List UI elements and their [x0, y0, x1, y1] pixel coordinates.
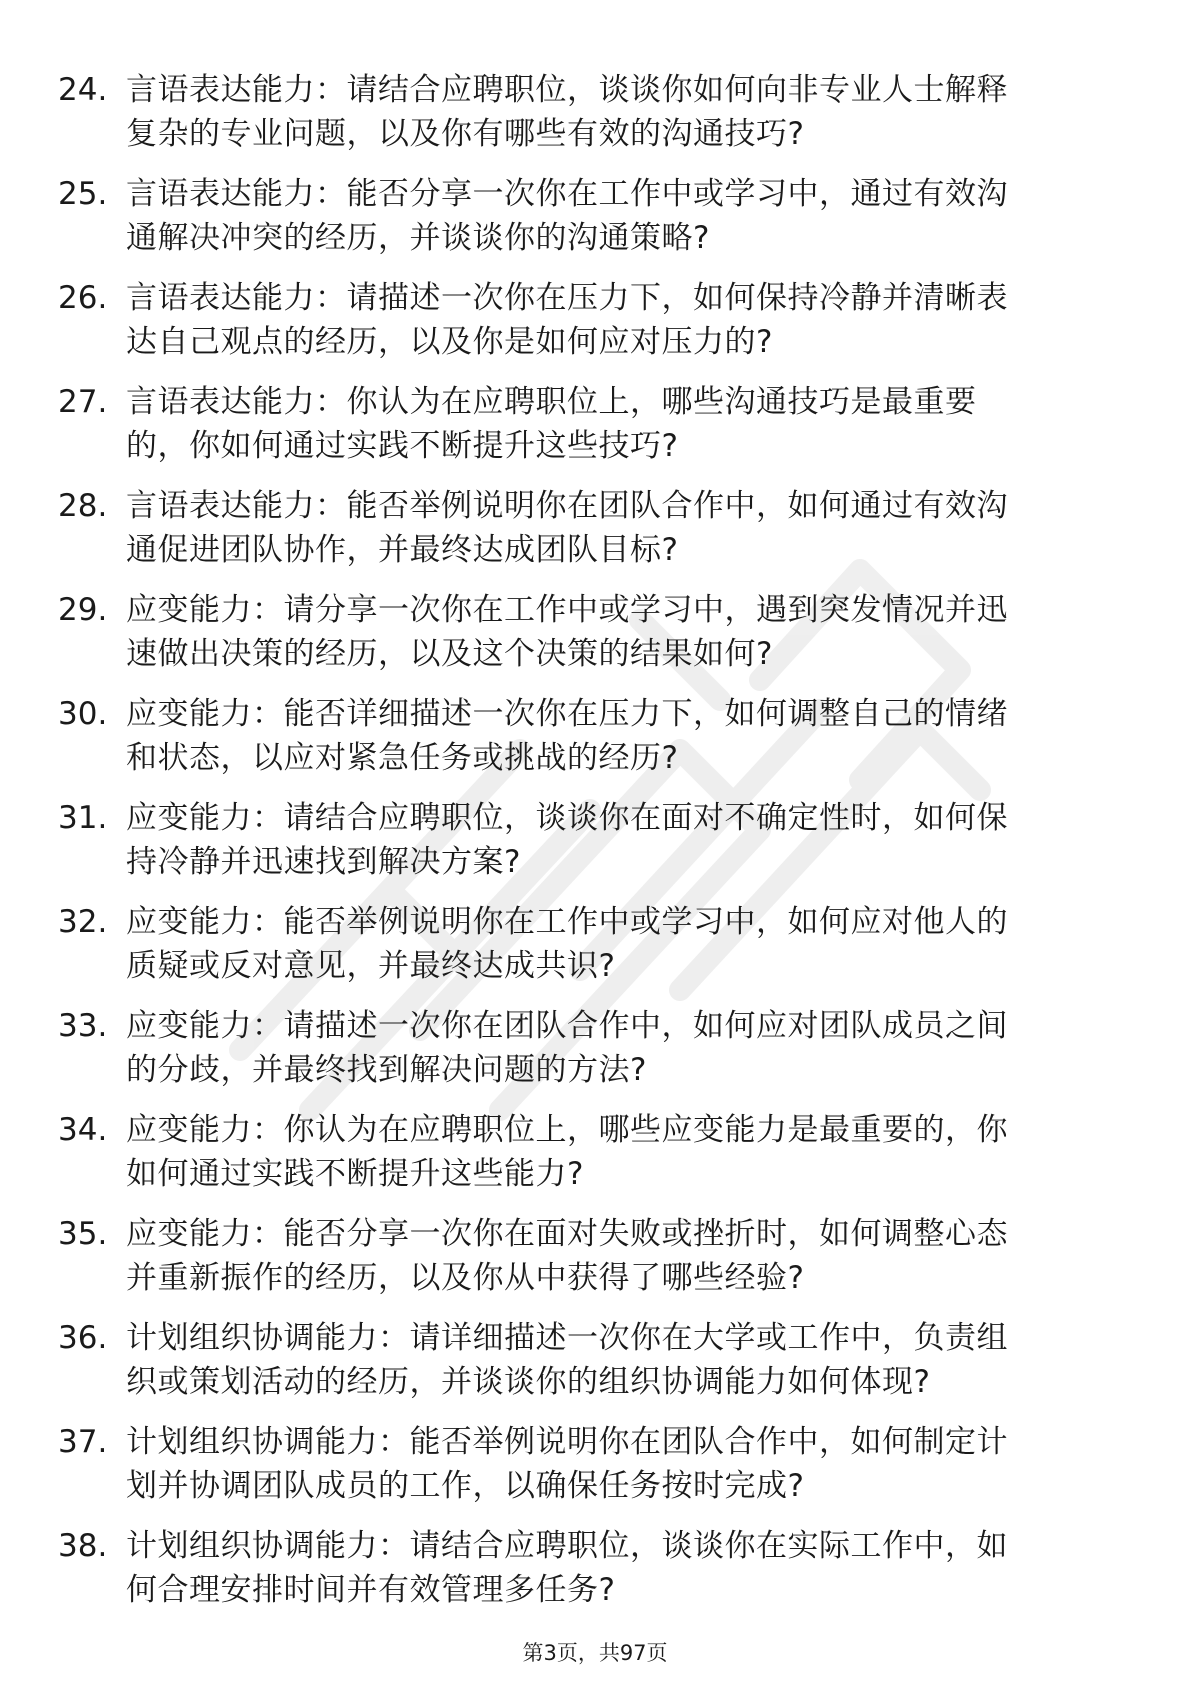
- list-item: [58, 1316, 1120, 1420]
- list-item: [58, 68, 1120, 172]
- item-line: 速做出决策的经历，以及这个决策的结果如何?: [126, 636, 773, 672]
- item-number: 30.: [58, 696, 108, 732]
- item-line: 持冷静并迅速找到解决方案?: [126, 844, 521, 880]
- item-line: 言语表达能力：你认为在应聘职位上，哪些沟通技巧是最重要: [126, 384, 977, 420]
- item-number: 27.: [58, 384, 108, 420]
- page-footer: 第3页，共97页: [522, 1641, 668, 1665]
- item-text: [126, 1212, 1120, 1300]
- item-text: [126, 380, 1120, 468]
- item-number: 25.: [58, 176, 108, 212]
- item-number: 33.: [58, 1008, 108, 1044]
- item-line: 达自己观点的经历，以及你是如何应对压力的?: [126, 324, 773, 360]
- list-item: [58, 588, 1120, 692]
- item-text: [126, 276, 1120, 364]
- item-line: 言语表达能力：请描述一次你在压力下，如何保持冷静并清晰表: [126, 280, 1008, 316]
- list-item: [58, 484, 1120, 588]
- item-line: 计划组织协调能力：请详细描述一次你在大学或工作中，负责组: [126, 1320, 1008, 1356]
- item-text: [126, 900, 1120, 988]
- list-item: [58, 1004, 1120, 1108]
- list-item: [58, 1524, 1120, 1628]
- item-line: 和状态，以应对紧急任务或挑战的经历?: [126, 740, 679, 776]
- item-text: [126, 796, 1120, 884]
- item-line: 应变能力：请结合应聘职位，谈谈你在面对不确定性时，如何保: [126, 800, 1008, 836]
- item-number: 31.: [58, 800, 108, 836]
- item-line: 质疑或反对意见，并最终达成共识?: [126, 948, 616, 984]
- item-text: [126, 1316, 1120, 1404]
- item-text: [126, 692, 1120, 780]
- item-line: 的分歧，并最终找到解决问题的方法?: [126, 1052, 647, 1088]
- list-item: [58, 1212, 1120, 1316]
- item-line: 应变能力：能否分享一次你在面对失败或挫折时，如何调整心态: [126, 1216, 1008, 1252]
- list-item: [58, 380, 1120, 484]
- item-line: 何合理安排时间并有效管理多任务?: [126, 1572, 616, 1608]
- item-line: 应变能力：请分享一次你在工作中或学习中，遇到突发情况并迅: [126, 592, 1008, 628]
- item-line: 言语表达能力：请结合应聘职位，谈谈你如何向非专业人士解释: [126, 72, 1008, 108]
- item-line: 的，你如何通过实践不断提升这些技巧?: [126, 428, 679, 464]
- item-number: 38.: [58, 1528, 108, 1564]
- item-number: 29.: [58, 592, 108, 628]
- item-line: 应变能力：能否详细描述一次你在压力下，如何调整自己的情绪: [126, 696, 1008, 732]
- item-text: [126, 1108, 1120, 1196]
- item-number: 37.: [58, 1424, 108, 1460]
- list-item: [58, 276, 1120, 380]
- item-number: 34.: [58, 1112, 108, 1148]
- list-item: [58, 692, 1120, 796]
- list-item: [58, 900, 1120, 1004]
- item-line: 应变能力：请描述一次你在团队合作中，如何应对团队成员之间: [126, 1008, 1008, 1044]
- list-item: [58, 796, 1120, 900]
- item-text: [126, 1524, 1120, 1612]
- item-number: 32.: [58, 904, 108, 940]
- item-text: [126, 68, 1120, 156]
- item-line: 并重新振作的经历，以及你从中获得了哪些经验?: [126, 1260, 805, 1296]
- item-line: 如何通过实践不断提升这些能力?: [126, 1156, 584, 1192]
- item-line: 应变能力：你认为在应聘职位上，哪些应变能力是最重要的，你: [126, 1112, 1008, 1148]
- item-text: [126, 484, 1120, 572]
- item-line: 计划组织协调能力：请结合应聘职位，谈谈你在实际工作中，如: [126, 1528, 1008, 1564]
- item-line: 通促进团队协作，并最终达成团队目标?: [126, 532, 679, 568]
- item-number: 28.: [58, 488, 108, 524]
- item-line: 计划组织协调能力：能否举例说明你在团队合作中，如何制定计: [126, 1424, 1008, 1460]
- list-item: [58, 1108, 1120, 1212]
- item-line: 复杂的专业问题，以及你有哪些有效的沟通技巧?: [126, 116, 805, 152]
- list-item: [58, 172, 1120, 276]
- item-line: 应变能力：能否举例说明你在工作中或学习中，如何应对他人的: [126, 904, 1008, 940]
- item-line: 织或策划活动的经历，并谈谈你的组织协调能力如何体现?: [126, 1364, 931, 1400]
- item-number: 36.: [58, 1320, 108, 1356]
- item-text: [126, 1004, 1120, 1092]
- item-text: [126, 588, 1120, 676]
- item-line: 划并协调团队成员的工作，以确保任务按时完成?: [126, 1468, 805, 1504]
- item-line: 通解决冲突的经历，并谈谈你的沟通策略?: [126, 220, 710, 256]
- item-number: 35.: [58, 1216, 108, 1252]
- item-line: 言语表达能力：能否举例说明你在团队合作中，如何通过有效沟: [126, 488, 1008, 524]
- item-line: 言语表达能力：能否分享一次你在工作中或学习中，通过有效沟: [126, 176, 1008, 212]
- question-list: [58, 68, 1120, 1628]
- list-item: [58, 1420, 1120, 1524]
- item-number: 24.: [58, 72, 108, 108]
- item-text: [126, 172, 1120, 260]
- item-text: [126, 1420, 1120, 1508]
- item-number: 26.: [58, 280, 108, 316]
